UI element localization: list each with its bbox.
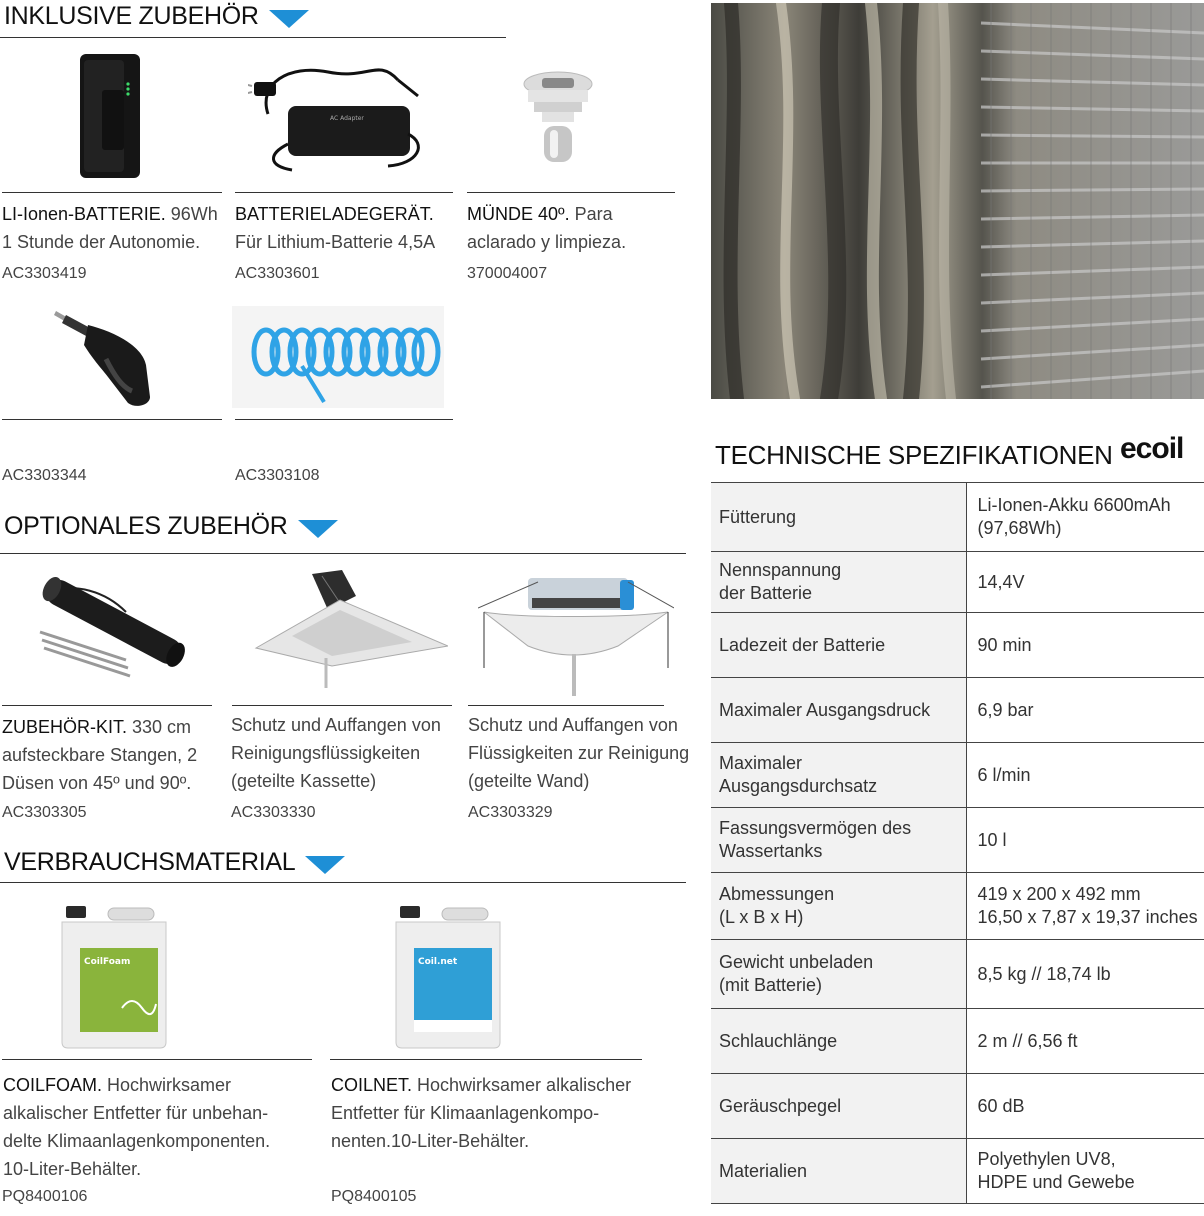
accessory-kit-image [36,572,192,690]
item-divider [330,1059,642,1060]
charger-image [248,54,434,180]
spec-row: Materialien Polyethylen UV8, HDPE und Gewebe [711,1139,1204,1204]
dirty-coil-photo [711,3,1204,399]
item-divider [2,705,212,706]
wall-cover-image [478,568,674,698]
item-kit-caption: ZUBEHÖR-KIT. 330 cm aufsteckbare Stangen, 2 Düsen von 45º und 90º. [2,717,198,793]
spec-row: Ladezeit der Batterie 90 min [711,613,1204,678]
spray-gun-image [52,305,152,409]
section-title-optional: OPTIONALES ZUBEHÖR [4,512,338,541]
battery-image [70,50,150,182]
item-code: AC3303601 [235,265,320,282]
spec-row: Schlauchlänge 2 m // 6,56 ft [711,1009,1204,1074]
cassette-cover-image [252,566,448,690]
coilnet-canister-image [392,902,504,1050]
item-coilfoam-caption: COILFOAM. Hochwirksamer alkalischer Entfetter für unbehan- delte Klimaanlagenkomponenten. 10-Liter-Behälter. [3,1075,271,1179]
spec-row: Fütterung Li-Ionen-Akku 6600mAh (97,68Wh) [711,483,1204,552]
item-battery-caption: LI-Ionen-BATTERIE. 96Wh 1 Stunde der Autonomie. [2,204,218,252]
triangle-down-icon [269,10,309,28]
item-code: AC3303329 [468,804,553,821]
section-title-included: INKLUSIVE ZUBEHÖR [4,2,309,31]
nozzle-image [520,70,596,170]
item-divider [232,705,452,706]
item-code: AC3303419 [2,265,87,282]
item-code: AC3303330 [231,804,316,821]
item-divider [468,705,664,706]
spec-table [711,482,1204,1204]
item-divider [235,419,453,420]
spec-row: Maximaler Ausgangsdurchsatz 6 l/min [711,743,1204,808]
coilfoam-canister-image [58,902,170,1050]
item-code: AC3303344 [2,467,87,484]
item-divider [467,192,675,193]
spiral-hose-image [232,306,444,408]
triangle-down-icon [305,856,345,874]
triangle-down-icon [298,520,338,538]
item-code: PQ8400105 [331,1188,417,1205]
svg-text:Coil.net: Coil.net [418,957,458,967]
item-divider [2,419,222,420]
item-charger-caption: BATTERIELADEGERÄT. Für Lithium-Batterie 4,5A [235,204,436,252]
item-cassette-caption: Schutz und Auffangen von Reinigungsflüssigkeiten (geteilte Kassette) [231,715,441,791]
item-coilnet-caption: COILNET. Hochwirksamer alkalischer Entfetter für Klimaanlagenkompo- nenten.10-Liter-Behälter. [331,1075,632,1151]
item-code: PQ8400106 [2,1188,88,1205]
item-nozzle-caption: MÜNDE 40º. Para aclarado y limpieza. [467,204,627,252]
item-code: AC3303108 [235,467,320,484]
svg-text:AC Adapter: AC Adapter [330,115,364,122]
divider [0,553,686,554]
item-divider [235,192,453,193]
item-divider [2,192,222,193]
item-code: 370004007 [467,265,548,282]
section-title-consumables: VERBRAUCHSMATERIAL [4,848,345,877]
spec-row: Fassungsvermögen des Wassertanks 10 l [711,808,1204,873]
divider [0,37,506,38]
ecoil-logo: ecoil [1120,432,1184,465]
item-divider [2,1059,312,1060]
spec-row: Maximaler Ausgangsdruck 6,9 bar [711,678,1204,743]
spec-row: Nennspannung der Batterie 14,4V [711,552,1204,613]
divider [0,882,686,883]
svg-text:CoilFoam: CoilFoam [84,957,131,967]
spec-row: Abmessungen (L x B x H) 419 x 200 x 492 mm 16,50 x 7,87 x 19,37 inches [711,873,1204,940]
item-code: AC3303305 [2,804,87,821]
spec-row: Gewicht unbeladen (mit Batterie) 8,5 kg // 18,74 lb [711,940,1204,1009]
item-wall-caption: Schutz und Auffangen von Flüssigkeiten zur Reinigung (geteilte Wand) [468,715,690,791]
spec-row: Geräuschpegel 60 dB [711,1074,1204,1139]
spec-title: TECHNISCHE SPEZIFIKATIONEN [715,440,1113,470]
